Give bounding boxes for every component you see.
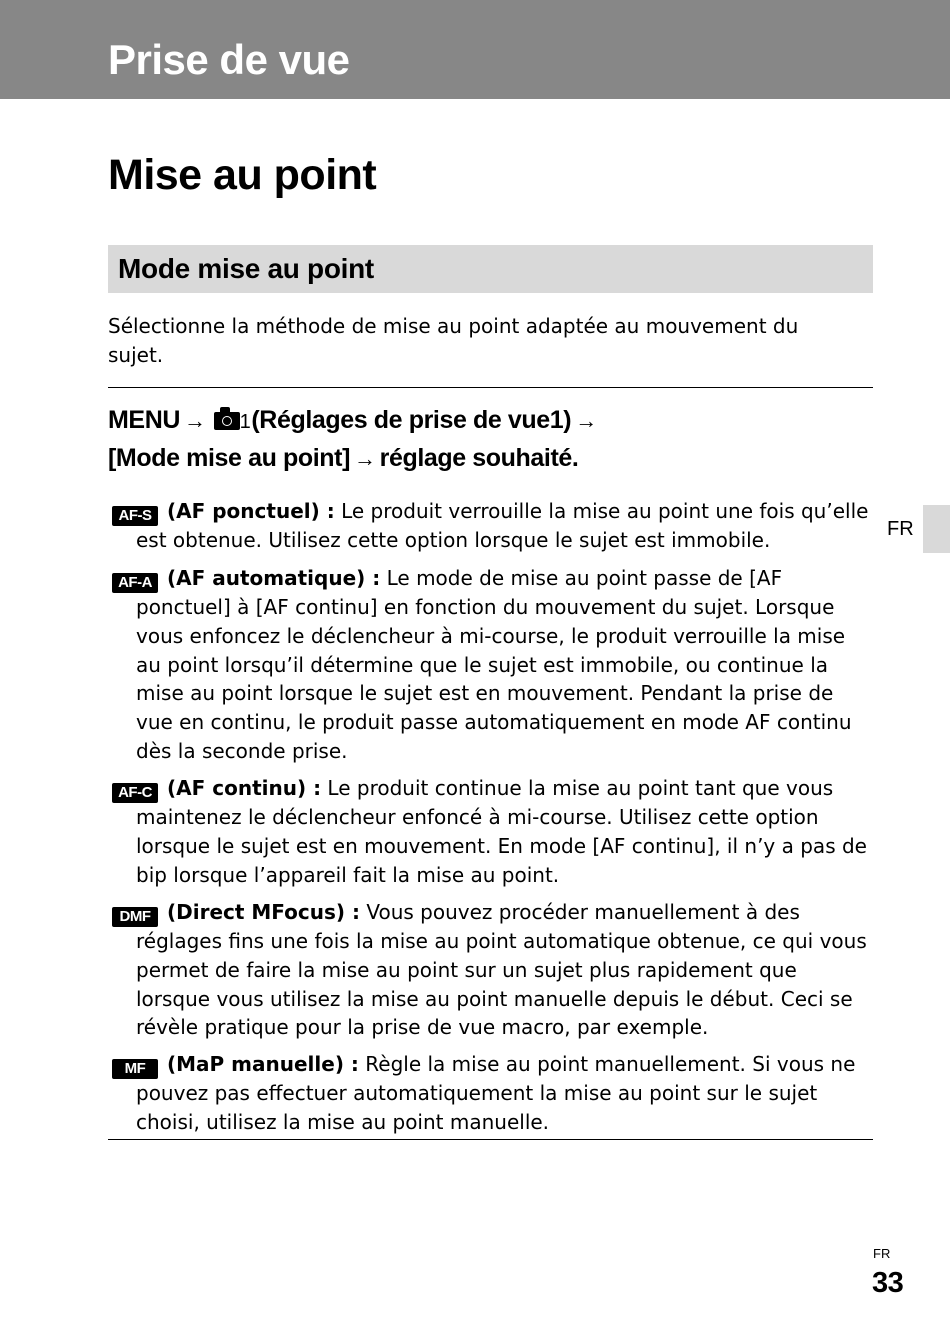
- af-c-icon: AF-C: [112, 783, 158, 803]
- side-language-label: FR: [887, 518, 914, 540]
- top-divider: [108, 387, 873, 388]
- arrow-right-icon: →: [354, 446, 376, 471]
- side-language-tab: [923, 505, 950, 553]
- mf-icon: MF: [112, 1059, 158, 1079]
- item-description: Le produit continue la mise au point tant que vous maintenez le déclencheur enfoncé à mi-course. Utilisez cette option lorsque le sujet est en mouvement. En mode [AF continu], il n’y a pas de bip lorsque l’appareil fait la mise au point.: [136, 776, 867, 887]
- menu-label: MENU: [108, 406, 181, 434]
- list-item-af-s: [112, 497, 870, 555]
- arrow-right-icon: →: [184, 408, 206, 433]
- page-title: Mise au point: [108, 151, 377, 199]
- intro-paragraph: Sélectionne la méthode de mise au point adaptée au mouvement du sujet.: [108, 314, 799, 367]
- section-title: Mode mise au point: [118, 253, 374, 284]
- item-label: (AF ponctuel) :: [167, 499, 335, 523]
- item-description: Vous pouvez procéder manuellement à des réglages fins une fois la mise au point automatique obtenue, ce qui vous permet de faire la mise au point sur un sujet plus rapidement que lorsque vous utilisez la mise au point manuelle depuis le début. Ceci se révèle pratique pour la prise de vue macro, par exemple.: [136, 900, 867, 1040]
- footer-language: FR: [873, 1246, 891, 1261]
- menu-path: [108, 402, 808, 477]
- camera-icon: [214, 412, 240, 430]
- camera-settings-index: 1: [239, 411, 251, 433]
- item-label: (MaP manuelle) :: [167, 1052, 359, 1076]
- item-description: Le produit verrouille la mise au point une fois qu’elle est obtenue. Utilisez cette option lorsque le sujet est immobile.: [136, 499, 869, 552]
- list-item-af-c: [112, 774, 870, 889]
- header-band: [0, 0, 950, 99]
- item-label: (Direct MFocus) :: [167, 900, 360, 924]
- bottom-divider: [108, 1139, 873, 1140]
- item-description: Le mode de mise au point passe de [AF ponctuel] à [AF continu] en fonction du mouvement du sujet. Lorsque vous enfoncez le déclencheur à mi-course, le produit verrouille la mise au point lorsqu’il détermine que le sujet est immobile, ou continue la mise au point lorsque le sujet est en mouvement. Pendant la prise de vue en continu, le produit passe automatiquement en mode AF continu dès la seconde prise.: [136, 566, 852, 763]
- list-item-dmf: [112, 898, 870, 1042]
- menu-step-desired: réglage souhaité.: [379, 444, 579, 472]
- dmf-icon: DMF: [112, 907, 158, 927]
- arrow-right-icon: →: [575, 408, 597, 433]
- list-item-mf: [112, 1050, 870, 1137]
- section-header: [108, 245, 873, 293]
- item-label: (AF continu) :: [167, 776, 322, 800]
- item-description: Règle la mise au point manuellement. Si vous ne pouvez pas effectuer automatiquement la mise au point sur le sujet choisi, utilisez la mise au point manuelle.: [136, 1052, 856, 1134]
- chapter-title: Prise de vue: [108, 36, 350, 83]
- menu-step-focus-mode: [Mode mise au point]: [108, 444, 351, 472]
- page-number: 33: [872, 1267, 904, 1299]
- menu-step-settings: (Réglages de prise de vue1): [251, 406, 572, 434]
- af-s-icon: AF-S: [112, 506, 158, 526]
- list-item-af-a: [112, 564, 870, 766]
- af-a-icon: AF-A: [112, 573, 158, 593]
- item-label: (AF automatique) :: [167, 566, 381, 590]
